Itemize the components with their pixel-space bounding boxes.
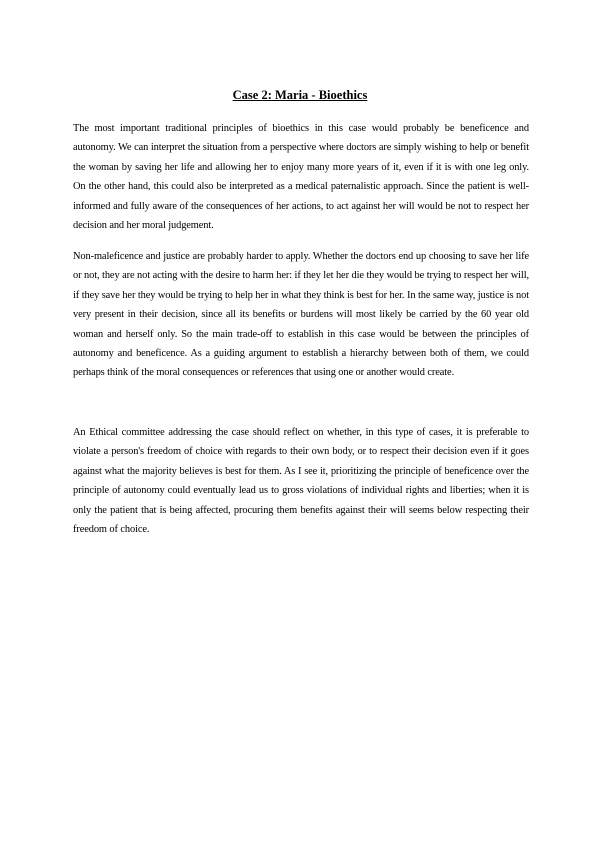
paragraph-3: An Ethical committee addressing the case should reflect on whether, in this type of cases, it is preferable to violate a person's freedom of choice with regards to their own body, or to respect their decision even if it goes against what the majority believes is best for them. As I see it, prioritizing the principle of beneficence over the principle of autonomy could eventually lead us to gross violations of individual rights and liberties; when it is only the patient that is being affected, procuring them benefits against their will seems below respecting their freedom of choice.	[73, 427, 529, 536]
paragraph-2: Non-maleficence and justice are probably harder to apply. Whether the doctors end up choosing to save her life or not, they are not acting with the desire to harm her: if they let her die they would be trying to respect her will, if they save her they would be trying to help her in what they think is best for her. In the same way, justice is not very present in their decision, since all its benefits or burdens will most likely be carried by the 60 year old woman and herself only. So the main trade-off to establish in this case would be between the principles of autonomy and beneficence. As a guiding argument to establish a hierarchy between both of them, we could perhaps think of the moral consequences or references that using one or another would create.	[73, 251, 529, 379]
document-title: Case 2: Maria - Bioethics	[232, 88, 368, 102]
paragraph-1: The most important traditional principles of bioethics in this case would probably be beneficence and autonomy. We can interpret the situation from a perspective where doctors are simply wishing to help or benefit the woman by saving her life and allowing her to enjoy many more years of it, even if it is with one leg only. On the other hand, this could also be interpreted as a medical paternalistic approach. Since the patient is well-informed and fully aware of the consequences of her actions, to act against her will would be not to respect her decision and her moral judgement.	[73, 123, 529, 232]
